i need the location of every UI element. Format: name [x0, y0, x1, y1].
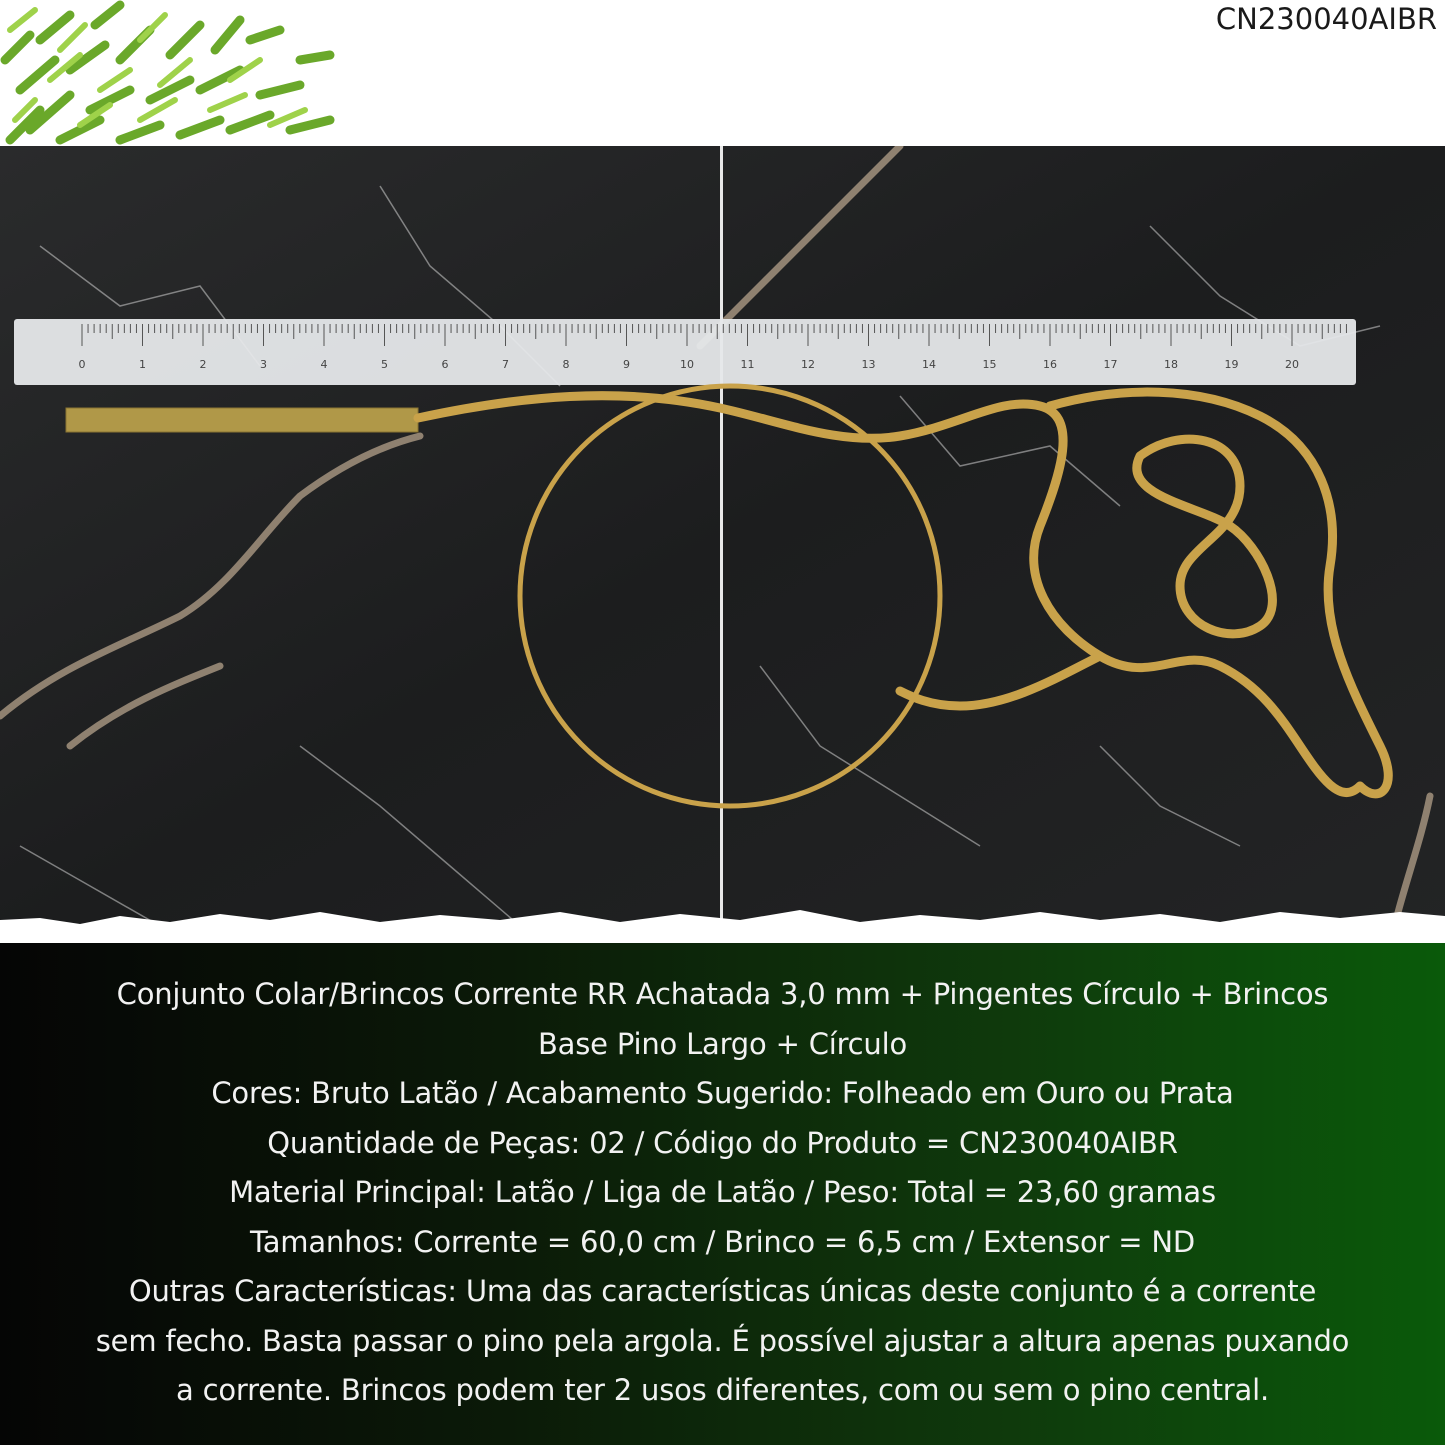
description-line-1: Conjunto Colar/Brincos Corrente RR Achatada 3,0 mm + Pingentes Círculo + Brincos	[116, 977, 1329, 1011]
ruler-label: 11	[740, 358, 755, 371]
header-bar	[0, 0, 1445, 146]
product-photo	[0, 146, 1445, 946]
ruler-label: 15	[982, 358, 997, 371]
ruler-label: 8	[562, 358, 570, 371]
bar-pendant	[66, 408, 418, 432]
colors-line: Cores: Bruto Latão / Acabamento Sugerido: Folheado em Ouro ou Prata	[211, 1076, 1234, 1110]
ruler-label: 19	[1224, 358, 1239, 371]
material-weight-line: Material Principal: Latão / Liga de Latão / Peso: Total = 23,60 gramas	[229, 1175, 1216, 1209]
other-features-line-1: Outras Características: Uma das características únicas deste conjunto é a corrente	[128, 1274, 1317, 1308]
product-description	[10, 970, 1435, 1416]
product-photo-svg	[0, 146, 1445, 946]
ruler-label: 5	[381, 358, 388, 371]
ruler-label: 9	[623, 358, 630, 371]
photo-divider	[720, 146, 723, 946]
ruler-label: 3	[260, 358, 267, 371]
sizes-line: Tamanhos: Corrente = 60,0 cm / Brinco = 6,5 cm / Extensor = ND	[250, 1224, 1195, 1259]
ruler-label: 1	[139, 358, 146, 371]
ruler-label: 17	[1103, 358, 1118, 371]
ruler-label: 16	[1043, 358, 1057, 371]
ruler-label: 7	[502, 358, 509, 371]
ruler-label: 12	[801, 358, 815, 371]
ruler-label: 18	[1164, 358, 1178, 371]
ruler-label: 14	[922, 358, 936, 371]
product-code-label: CN230040AIBR	[1215, 2, 1437, 36]
ruler	[14, 319, 1356, 385]
ruler-label: 4	[320, 358, 328, 371]
ruler-label: 20	[1285, 358, 1299, 371]
plant-decoration-icon	[0, 0, 345, 146]
other-features-line-2: sem fecho. Basta passar o pino pela argola. É possível ajustar a altura apenas puxando	[95, 1323, 1350, 1358]
quantity-code-line: Quantidade de Peças: 02 / Código do Produto = CN230040AIBR	[267, 1125, 1178, 1160]
ruler-label: 0	[78, 358, 86, 371]
ruler-label: 10	[680, 358, 694, 371]
ruler-label: 13	[861, 358, 876, 371]
description-line-2: Base Pino Largo + Círculo	[537, 1026, 908, 1061]
ruler-label: 6	[441, 358, 449, 371]
ruler-label: 2	[199, 358, 207, 371]
other-features-line-3: a corrente. Brincos podem ter 2 usos diferentes, com ou sem o pino central.	[176, 1373, 1269, 1407]
